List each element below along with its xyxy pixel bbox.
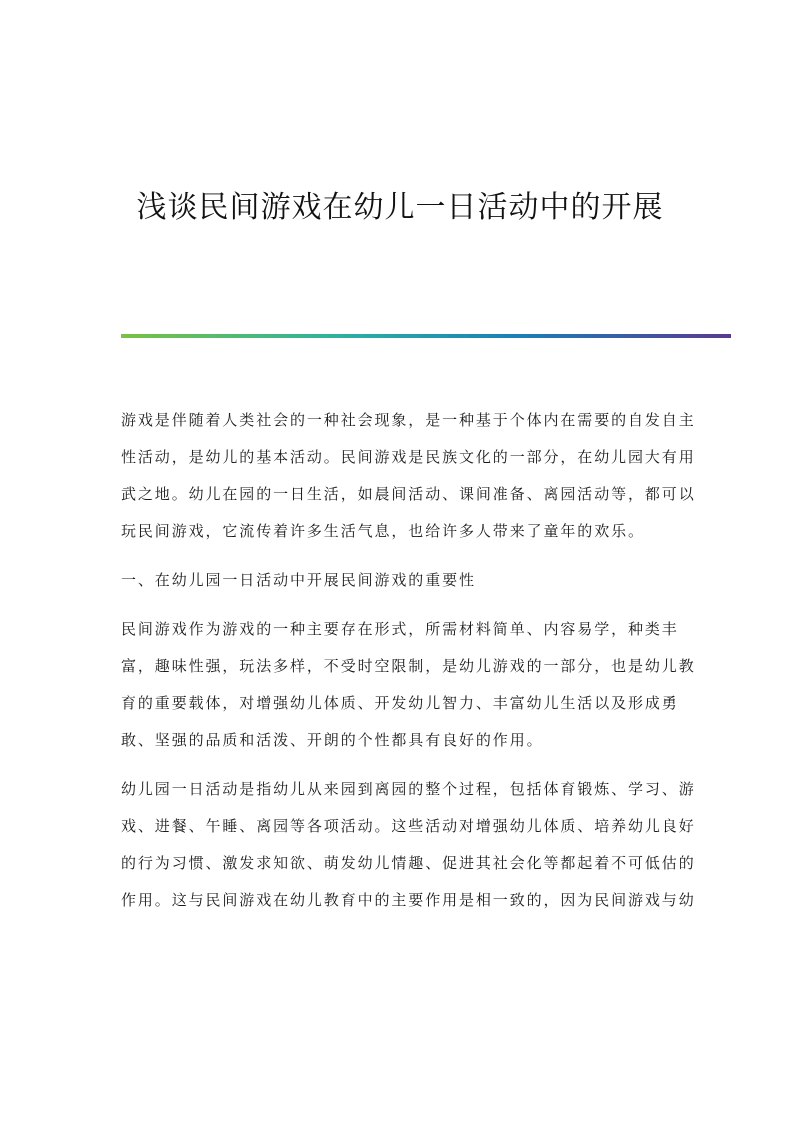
paragraph-line: 的行为习惯、激发求知欲、萌发幼儿情趣、促进其社会化等都起着不可低估的 xyxy=(121,854,696,872)
paragraph-line: 武之地。幼儿在园的一日生活，如晨间活动、课间准备、离园活动等，都可以 xyxy=(121,485,696,503)
paragraph-intro xyxy=(121,402,696,550)
title-divider xyxy=(121,334,731,338)
paragraph-line: 玩民间游戏，它流传着许多生活气息，也给许多人带来了童年的欢乐。 xyxy=(121,522,645,540)
paragraph-line: 游戏是伴随着人类社会的一种社会现象，是一种基于个体内在需要的自发自主 xyxy=(121,411,696,429)
paragraph-line: 富，趣味性强，玩法多样，不受时空限制，是幼儿游戏的一部分，也是幼儿教 xyxy=(121,657,696,675)
section-heading: 一、在幼儿园一日活动中开展民间游戏的重要性 xyxy=(121,571,476,589)
paragraph-daily-activities xyxy=(121,771,696,919)
paragraph-line: 作用。这与民间游戏在幼儿教育中的主要作用是相一致的，因为民间游戏与幼 xyxy=(121,891,696,909)
paragraph-line: 民间游戏作为游戏的一种主要存在形式，所需材料简单、内容易学，种类丰 xyxy=(121,620,679,638)
document-title: 浅谈民间游戏在幼儿一日活动中的开展 xyxy=(136,190,664,225)
paragraph-importance xyxy=(121,611,696,759)
paragraph-line: 性活动，是幼儿的基本活动。民间游戏是民族文化的一部分，在幼儿园大有用 xyxy=(121,448,696,466)
paragraph-line: 敢、坚强的品质和活泼、开朗的个性都具有良好的作用。 xyxy=(121,731,544,749)
paragraph-line: 育的重要载体，对增强幼儿体质、开发幼儿智力、丰富幼儿生活以及形成勇 xyxy=(121,694,679,712)
paragraph-line: 幼儿园一日活动是指幼儿从来园到离园的整个过程，包括体育锻炼、学习、游 xyxy=(121,780,696,798)
paragraph-line: 戏、进餐、午睡、离园等各项活动。这些活动对增强幼儿体质、培养幼儿良好 xyxy=(121,817,696,835)
document-body xyxy=(121,402,696,931)
